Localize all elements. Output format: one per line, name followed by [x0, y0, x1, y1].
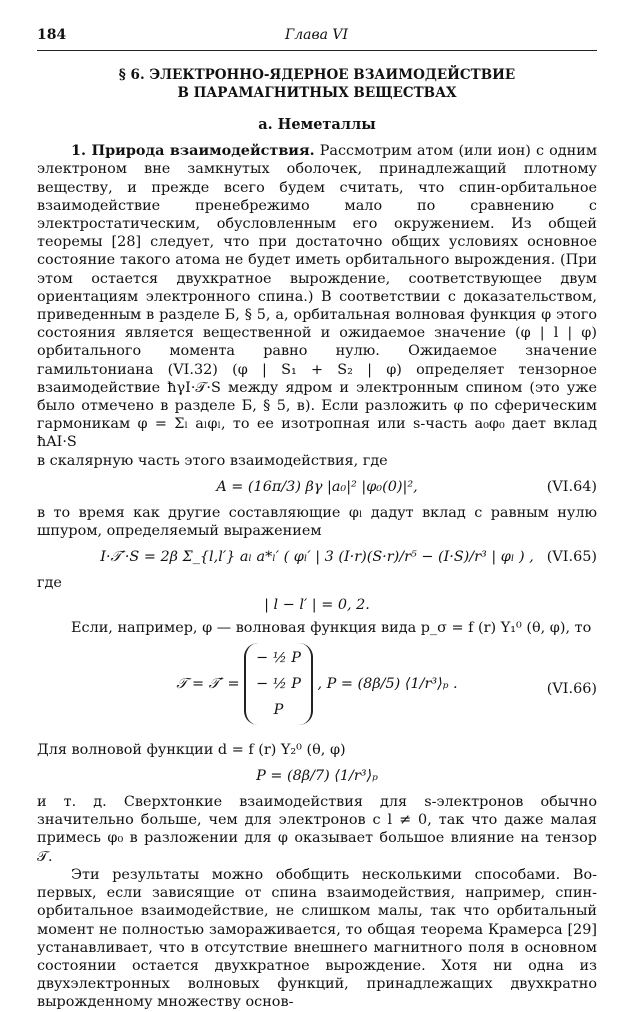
paragraph-2: в скалярную часть этого взаимодействия, где — [37, 452, 388, 469]
subsection-title: а. Неметаллы — [258, 116, 376, 133]
paragraph-1 — [37, 142, 597, 451]
equation-d-function: P = (8β/7) ⟨1/r³⟩ₚ — [256, 768, 378, 785]
matrix-entry-2: − ½ P — [256, 675, 301, 692]
paragraph-8: Эти результаты можно обобщить несколькими способами. Во-первых, если зависящие от спина взаимодействия, например, спин-орбитальное взаимодействие, не слишком малы, так что орбитальный момент не полностью замораживается, то общая теорема Крамерса [29] устанавливает, что в отсутствие внешнего магнитного поля в основном состоянии остается двухкратное вырождение. Хотя ни одна из двухэлектронных волновых функций, принадлежащих двухкратно вырожденному множеству основ- — [37, 866, 597, 1011]
paragraph-4: где — [37, 575, 62, 592]
equation-vi-64 — [37, 476, 597, 498]
page-number: 184 — [37, 27, 67, 43]
equation-vi-64-body: A = (16π/3) βγ |a₀|² |φ₀(0)|², — [216, 478, 418, 495]
equation-l-condition: | l − l′ | = 0, 2. — [264, 597, 370, 614]
equation-vi-65 — [37, 546, 597, 568]
equation-vi-66-lhs: 𝒯 = 𝒯′ = — [176, 675, 240, 692]
matrix-entry-3: P — [273, 701, 284, 718]
equation-vi-65-number: (VI.65) — [546, 549, 597, 566]
running-title: Глава VI — [284, 27, 349, 43]
equation-vi-65-body: I·𝒯′·S = 2β Σ_{l,l′} aₗ a*ₗ′ ( φₗ′ | 3 (I·r)(S·r)/r⁵ − (I·S)/r³ | φₗ ) , — [100, 549, 534, 566]
paragraph-5: Если, например, φ — волновая функция вида p_σ = f (r) Y₁⁰ (θ, φ), то — [71, 619, 592, 636]
section-title-line2: В ПАРАМАГНИТНЫХ ВЕЩЕСТВАХ — [177, 85, 457, 101]
header-rule — [37, 50, 597, 51]
page-header — [37, 27, 596, 47]
paragraph-runin-heading: 1. Природа взаимодействия. — [71, 142, 315, 160]
paragraph-3: в то время как другие составляющие φₗ дадут вклад с равным нулю шпуром, определяемый выражением — [37, 504, 597, 540]
equation-vi-66-rhs: , P = (8β/5) ⟨1/r³⟩ₚ . — [317, 675, 458, 692]
page-content — [37, 66, 597, 1012]
equation-vi-66 — [37, 643, 597, 735]
paragraph-7: и т. д. Сверхтонкие взаимодействия для s-электронов обычно значительно больше, чем для электронов с l ≠ 0, так что даже малая примесь φ₀ в разложении для φ оказывает большое влияние на тензор 𝒯. — [37, 794, 597, 865]
matrix-entry-1: − ½ P — [256, 649, 301, 666]
tensor-matrix-column — [244, 643, 313, 725]
paragraph-1-text: Рассмотрим атом (или ион) с одним электроном вне замкнутых оболочек, принадлежащий плотному веществу, и прежде всего будем считать, что спин-орбитальное взаимодействие пренебрежимо мало по сравнению с электростатическим, обусловленным его окружением. Из общей теоремы [28] следует, что при достаточно общих условиях основное состояние такого атома не будет иметь орбитального вырождения. (При этом остается двухкратное вырождение, соответствующее двум ориентациям электронного спина.) В соответствии с доказательством, приведенным в разделе Б, § 5, а, орбитальная волновая функция φ этого состояния является вещественной и ожидаемое значение (φ | l | φ) орбитального момента равно нулю. Ожидаемое значение гамильтониана (VI.32) (φ | S₁ + S₂ | φ) определяет тензорное взаимодействие ħγI·𝒯·S между ядром и электронным спином (это уже было отмечено в разделе Б, § 5, в). Если разложить φ по сферическим гармоникам φ = Σₗ aₗφₗ, то ее изотропная или s-часть a₀φ₀ дает вклад ħAI·S — [37, 143, 598, 451]
equation-vi-64-number: (VI.64) — [546, 478, 597, 495]
paragraph-6: Для волновой функции d = f (r) Y₂⁰ (θ, φ) — [37, 741, 346, 758]
equation-vi-66-number: (VI.66) — [546, 680, 597, 697]
tensor-matrix — [244, 643, 313, 725]
section-title-line1: § 6. ЭЛЕКТРОННО-ЯДЕРНОЕ ВЗАИМОДЕЙСТВИЕ — [118, 67, 516, 83]
